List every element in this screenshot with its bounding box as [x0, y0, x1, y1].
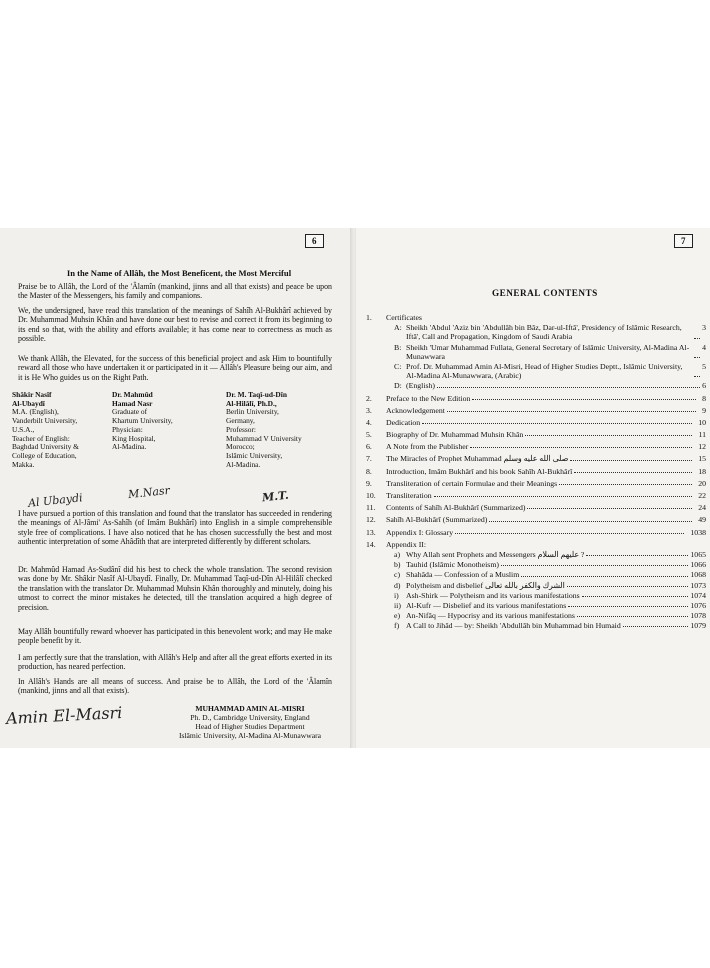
toc-subentry	[394, 381, 706, 390]
toc-subentry	[394, 570, 706, 579]
toc-subentry	[394, 560, 706, 569]
toc-subentry	[394, 323, 706, 341]
signatory-name: Shâkir Nasîf	[12, 390, 52, 399]
toc-entry-title: Appendix II:	[386, 539, 427, 549]
signatory-detail: Professor:	[226, 424, 256, 434]
toc-subentry-title: A Call to Jihâd — by: Sheikh 'Abdullâh bin Muhammad bin Humaid	[406, 621, 621, 631]
toc-entry-number: 5.	[366, 430, 372, 440]
toc-subentry-title: Al-Kufr — Disbelief and its various manifestations	[406, 600, 567, 610]
toc-subentry-label: d)	[394, 580, 401, 590]
page-number: 7	[674, 234, 693, 248]
signatory-detail: M.A. (English),	[12, 407, 59, 417]
leader-dots	[422, 418, 692, 424]
signatory-detail: Islâmic University,	[226, 451, 283, 461]
left-page	[0, 228, 352, 748]
toc-entry-number: 13.	[366, 527, 376, 537]
toc-subentry-page: 1066	[690, 560, 706, 570]
signatory-detail: Morocco;	[226, 442, 255, 452]
toc-subentry	[394, 611, 706, 620]
toc-subentry-title: Shahâda — Confession of a Muslim	[406, 570, 520, 580]
toc-entry-page: 24	[698, 503, 706, 513]
signatory-detail: Graduate of	[112, 407, 148, 417]
toc-subentry-title: (English)	[406, 381, 436, 391]
toc-entry-title: Biography of Dr. Muhammad Muhsin Khân	[386, 430, 524, 440]
toc-subentry-title: Sheikh 'Umar Muhammad Fullata, General Secretary of Islâmic University, Al-Madina Al-Munawwara	[406, 342, 690, 361]
toc-subentry	[394, 591, 706, 600]
toc-entry-page: 10	[698, 417, 706, 427]
leader-dots	[447, 406, 696, 412]
toc-subentry	[394, 581, 706, 590]
paragraph: Praise be to Allâh, the Lord of the 'Âlamîn (mankind, jinns and all that exists) and peace be upon the Master of the Messengers, his family and companions.	[18, 282, 332, 301]
toc-entry-page: 15	[698, 454, 706, 464]
toc-subentry-page: 5	[702, 361, 706, 371]
leader-dots	[527, 503, 692, 509]
signatory-detail: Physician:	[112, 424, 143, 434]
toc-subentry-label: a)	[394, 549, 401, 559]
signatory-detail: Head of Higher Studies Department	[195, 722, 305, 732]
signatory-detail: Islâmic University, Al-Madina Al-Munawwara	[178, 731, 322, 741]
toc-entry-page: 11	[698, 430, 706, 440]
toc-subentry	[394, 550, 706, 559]
toc-entry-title: Appendix I: Glossary	[386, 527, 454, 537]
leader-dots	[567, 581, 689, 587]
toc-subentry-title: An-Nifâq — Hypocrisy and its various manifestations	[406, 611, 575, 621]
toc-entry	[366, 467, 706, 476]
signatory-name: Hamad Nasr	[112, 398, 153, 408]
paragraph: We, the undersigned, have read this translation of the meanings of Sahîh Al-Bukhârî achieved by Dr. Muhammad Muhsin Khân and have done our best to revise and correct it from its beginning to its end so that, with the ability and efforts available; it has come near to correctness as much as possible.	[18, 306, 332, 344]
toc-entry-number: 2.	[366, 393, 372, 403]
toc-subentry-title: Ash-Shirk — Polytheism and its various manifestations	[406, 590, 580, 600]
toc-entry-number: 3.	[366, 405, 372, 415]
toc-entry-title: Transliteration	[386, 491, 432, 500]
toc-entry	[366, 418, 706, 427]
toc-entry	[366, 479, 706, 488]
toc-entry-number: 4.	[366, 417, 372, 427]
paragraph: We thank Allâh, the Elevated, for the success of this beneficial project and ask Him to bountifully reward all those who have undertaken it or participated in it — Allâh's Pleasure being our aim, and it is He Who guides us on the Right Path.	[18, 354, 332, 382]
toc-entry-title: Sahîh Al-Bukhârî (Summarized)	[386, 515, 488, 525]
signatory-block	[12, 391, 79, 470]
leader-dots	[568, 601, 688, 607]
leader-dots	[574, 467, 692, 473]
toc-entry	[366, 540, 706, 631]
toc-subentry-label: D:	[394, 381, 402, 391]
leader-dots	[521, 570, 688, 576]
signatory-detail: College of Education,	[12, 451, 77, 461]
signatory-detail: Khartum University,	[112, 416, 173, 426]
toc-subentry-label: B:	[394, 342, 402, 352]
toc-entry-number: 9.	[366, 478, 372, 488]
signatory-detail: U.S.A.,	[12, 424, 35, 434]
right-page	[356, 228, 710, 748]
handwritten-signature: Amin El-Masri	[5, 702, 123, 729]
leader-dots	[582, 591, 689, 597]
toc-entry-page: 9	[702, 405, 706, 415]
toc-subentry-page: 3	[702, 323, 706, 333]
signatory-name: Dr. Mahmûd	[112, 390, 153, 399]
toc-entry-page: 8	[702, 393, 706, 403]
toc-entry	[366, 515, 706, 524]
page-heading: In the Name of Allâh, the Most Beneficent, the Most Merciful	[66, 268, 292, 278]
toc-entry-title: Acknowledgement	[386, 405, 445, 415]
paragraph: I have pursued a portion of this translation and found that the translator has succeeded in rendering the meanings of Al-Jâmi' As-Sahîh (of Imâm Bukhârî) into English in a simple comprehensible style free of complications. I have also noticed that he has chosen successfully the best and most authentic interpretation of some Ahâdîth that are interpreted differently by different scholars.	[18, 509, 332, 547]
toc-entry	[366, 491, 706, 500]
toc-entry-number: 7.	[366, 454, 372, 464]
toc-entry-title: The Miracles of Prophet Muhammad صلى الله عليه وسلم	[386, 454, 569, 464]
toc-subentry-page: 1076	[690, 600, 706, 610]
toc-entry-page: 12	[698, 442, 706, 452]
toc-entry-number: 10.	[366, 491, 376, 500]
handwritten-signature: Al Ubaydi	[27, 491, 84, 510]
toc-entry	[366, 442, 706, 451]
paragraph: I am perfectly sure that the translation, with Allâh's Help and after all the great efforts exerted in its production, has neared perfection.	[18, 653, 332, 672]
signatory-detail: Baghdad University &	[12, 442, 79, 452]
leader-dots	[472, 394, 696, 400]
signatory-detail: King Hospital,	[112, 433, 156, 443]
toc-subentry-page: 1065	[690, 549, 706, 559]
toc-subentry	[394, 343, 706, 361]
toc-entry-title: Dedication	[386, 417, 421, 427]
toc-entry	[366, 528, 706, 537]
signatory-detail: Vanderbilt University,	[12, 416, 78, 426]
toc-entry	[366, 503, 706, 512]
toc-subentry-label: C:	[394, 361, 402, 371]
toc-subentry-page: 1078	[690, 611, 706, 621]
signatory-block	[226, 391, 302, 470]
toc-subentry-page: 1079	[690, 621, 706, 631]
leader-dots	[694, 343, 700, 358]
toc-entry-page: 1038	[690, 527, 706, 537]
handwritten-signature: M.Nasr	[127, 483, 171, 502]
toc-entry-title: Introduction, Imâm Bukhârî and his book Sahîh Al-Bukhârî	[386, 466, 573, 476]
signatory-detail: Al-Madina.	[112, 442, 147, 452]
table-of-contents	[366, 313, 706, 633]
toc-subentry-title: Sheikh 'Abdul 'Aziz bin 'Abdullâh bin Bâz, Dar-ul-Iftâ', Presidency of Islâmic Research, Iftâ', Call and Propagation, Kingdom of Saudi Arabia	[406, 323, 682, 342]
signatory-detail: Teacher of English:	[12, 433, 70, 443]
toc-subentry	[394, 362, 706, 380]
toc-entry-number: 11.	[366, 503, 376, 513]
toc-entry-title: Certificates	[386, 313, 422, 322]
leader-dots	[570, 454, 692, 460]
toc-subentry-label: c)	[394, 570, 401, 580]
toc-subentry-label: ii)	[394, 600, 401, 610]
toc-subentry-label: f)	[394, 621, 400, 631]
signatory-name: Al-Hilâlî, Ph.D.,	[226, 398, 277, 408]
contents-heading: GENERAL CONTENTS	[492, 288, 598, 298]
toc-entry-title: Transliteration of certain Formulae and their Meanings	[386, 478, 558, 488]
leader-dots	[455, 528, 684, 534]
toc-entry-title: Contents of Sahîh Al-Bukhârî (Summarized)	[386, 503, 526, 513]
page-number: 6	[305, 234, 324, 248]
toc-subentry-page: 1068	[690, 570, 706, 580]
toc-entry	[366, 454, 706, 463]
leader-dots	[694, 323, 700, 338]
leader-dots	[623, 621, 689, 627]
toc-entry-title: A Note from the Publisher	[386, 442, 469, 452]
leader-dots	[694, 362, 700, 377]
paragraph: In Allâh's Hands are all means of success. And praise be to Allâh, the Lord of the 'Âlamîn (mankind, jinns and all that exists).	[18, 677, 332, 696]
leader-dots	[525, 430, 692, 436]
toc-entry	[366, 430, 706, 439]
toc-subentry	[394, 601, 706, 610]
toc-subentry	[394, 621, 706, 630]
toc-subentry-label: A:	[394, 323, 402, 333]
leader-dots	[470, 442, 692, 448]
toc-subentry-label: i)	[394, 590, 399, 600]
toc-entry-title: Preface to the New Edition	[386, 393, 471, 403]
toc-subentry-page: 6	[702, 381, 706, 391]
toc-entry-page: 20	[698, 478, 706, 488]
leader-dots	[437, 381, 700, 387]
signatory-name: Dr. M. Taqî-ud-Dîn	[226, 390, 287, 399]
toc-subentry-label: b)	[394, 560, 401, 570]
signatory-detail: Makka.	[12, 459, 35, 469]
signatory-block	[112, 391, 173, 452]
toc-entry-page: 18	[698, 466, 706, 476]
toc-subentry-page: 4	[702, 342, 706, 352]
signatory-name: MUHAMMAD AMIN AL-MISRI	[195, 704, 305, 713]
toc-entry	[366, 394, 706, 403]
toc-subentry-title: Polytheism and disbelief الشرك والكفر بالله تعالى	[406, 580, 565, 590]
toc-entry-page: 49	[698, 515, 706, 525]
toc-entry-number: 1.	[366, 313, 372, 322]
paragraph: Dr. Mahmûd Hamad As-Sudânî did his best to check the whole translation. The second revision was done by Mr. Shâkir Nasîf Al-Ubaydî. Finally, Dr. Muhammad Taqî-ud-Dîn Al-Hilâlî checked the translation with the translator Dr. Muhammad Muhsin Khân thoroughly and minutely, doing his utmost to correct the minor mistakes he detected, till the translation acquired a high degree of precision.	[18, 565, 332, 612]
leader-dots	[577, 611, 689, 617]
final-signatory	[150, 704, 350, 740]
toc-subentry-title: Tauhid (Islâmic Monotheism)	[406, 560, 499, 570]
book-spread	[0, 228, 710, 748]
leader-dots	[489, 515, 692, 521]
signatory-detail: Germany,	[226, 416, 255, 426]
leader-dots	[586, 550, 688, 556]
handwritten-signature: M.T.	[261, 488, 290, 505]
toc-entry-number: 12.	[366, 515, 376, 525]
toc-entry	[366, 406, 706, 415]
toc-subentry-title: Prof. Dr. Muhammad Amin Al-Misri, Head of Higher Studies Deptt., Islâmic University, Al-Madina Al-Munawwara, (Arabic)	[406, 361, 683, 381]
toc-entry	[366, 313, 706, 391]
signatory-detail: Ph. D., Cambridge University, England	[190, 713, 310, 723]
paragraph: May Allâh bountifully reward whoever has participated in this benevolent work; and may He make people benefit by it.	[18, 627, 332, 646]
toc-subentry-page: 1074	[690, 590, 706, 600]
toc-entry-page: 22	[698, 491, 706, 500]
toc-entry-number: 6.	[366, 442, 372, 452]
toc-subentry-page: 1073	[690, 580, 706, 590]
leader-dots	[559, 479, 692, 485]
signatory-name: Al-Ubaydî	[12, 398, 45, 408]
toc-entry-number: 14.	[366, 539, 376, 549]
toc-subentry-label: e)	[394, 611, 401, 621]
toc-entry-number: 8.	[366, 466, 372, 476]
toc-subentry-title: Why Allah sent Prophets and Messengers عليهم السلام ?	[406, 549, 585, 559]
leader-dots	[434, 491, 693, 497]
signatory-detail: Berlin University,	[226, 407, 279, 417]
signatory-detail: Al-Madina.	[226, 459, 261, 469]
signatory-detail: Muhammad V University	[226, 433, 302, 443]
leader-dots	[501, 560, 688, 566]
